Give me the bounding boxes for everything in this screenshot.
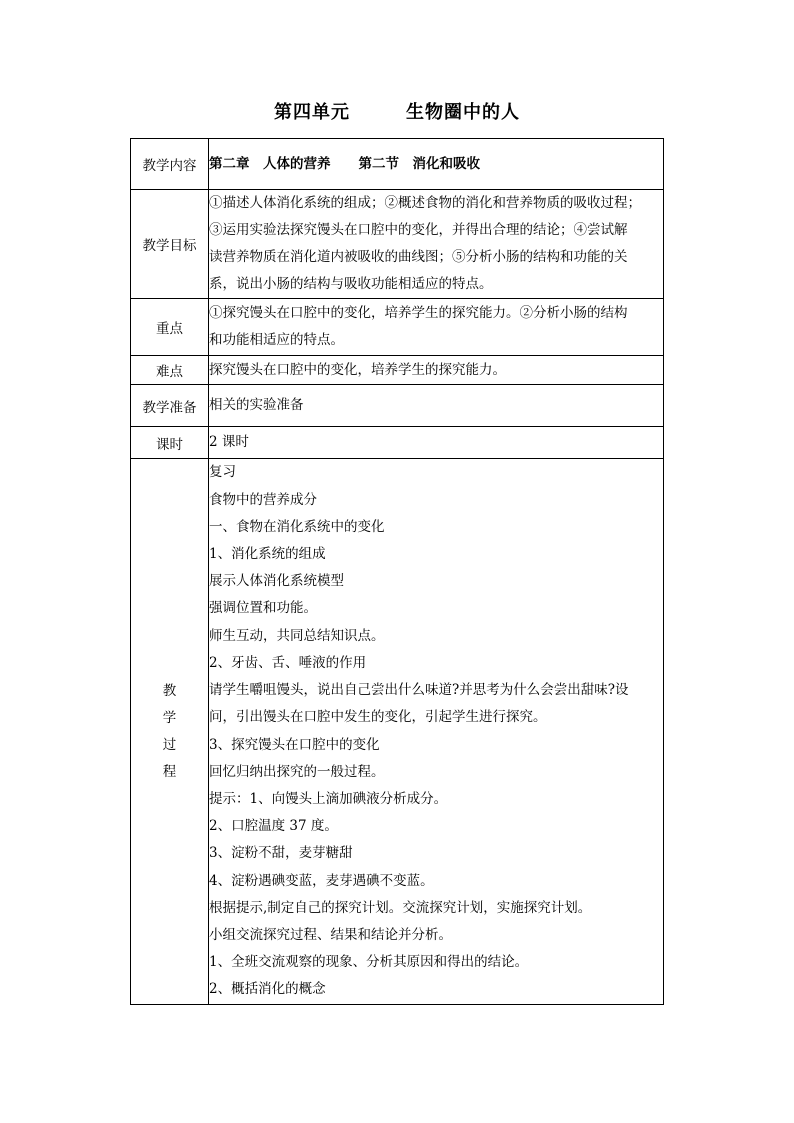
label-teaching-content: 教学内容 xyxy=(131,139,209,190)
process-label-char: 教 xyxy=(162,682,177,699)
key-points-line: 和功能相适应的特点。 xyxy=(209,332,344,348)
process-cell xyxy=(209,459,664,1005)
key-points-line: ①探究馒头在口腔中的变化，培养学生的探究能力。②分析小肠的结构 xyxy=(209,305,628,321)
process-line: 问，引出馒头在口腔中发生的变化，引起学生进行探究。 xyxy=(209,709,547,726)
process-line: 3、淀粉不甜，麦芽糖甜 xyxy=(209,845,353,862)
objectives-line: 系，说出小肠的结构与吸收功能相适应的特点。 xyxy=(209,276,493,292)
period-cell: 2 课时 xyxy=(209,427,664,459)
objectives-line: 读营养物质在消化道内被吸收的曲线图；⑤分析小肠的结构和功能的关 xyxy=(209,249,628,265)
process-line: 2、口腔温度 37 度。 xyxy=(209,818,338,835)
label-period: 课时 xyxy=(131,427,209,459)
row-process xyxy=(131,459,664,1005)
row-difficulties xyxy=(131,356,664,385)
process-line: 4、淀粉遇碘变蓝，麦芽遇碘不变蓝。 xyxy=(209,872,434,889)
objectives-line: ③运用实验法探究馒头在口腔中的变化，并得出合理的结论；④尝试解 xyxy=(209,222,628,238)
process-label-char: 程 xyxy=(162,763,177,780)
label-difficulties: 难点 xyxy=(131,356,209,385)
title-name: 生物圈中的人 xyxy=(406,102,520,123)
process-line: 一、食物在消化系统中的变化 xyxy=(209,518,385,535)
process-line: 食物中的营养成分 xyxy=(209,491,317,508)
process-line: 1、消化系统的组成 xyxy=(209,546,326,563)
chapter-title: 第二章 人体的营养 xyxy=(209,155,331,172)
label-key-points: 重点 xyxy=(131,299,209,356)
section-title: 第二节 消化和吸收 xyxy=(358,155,480,172)
process-line: 3、探究馒头在口腔中的变化 xyxy=(209,736,380,753)
chapter-section-cell xyxy=(209,139,664,190)
objectives-cell xyxy=(209,190,664,299)
process-line: 2、概括消化的概念 xyxy=(209,981,326,998)
difficulties-cell: 探究馒头在口腔中的变化，培养学生的探究能力。 xyxy=(209,356,664,385)
process-line: 强调位置和功能。 xyxy=(209,600,317,617)
process-line: 回忆归纳出探究的一般过程。 xyxy=(209,763,385,780)
objectives-line: ①描述人体消化系统的组成；②概述食物的消化和营养物质的吸收过程； xyxy=(209,195,641,211)
process-label-char: 学 xyxy=(162,709,177,726)
key-points-cell xyxy=(209,299,664,356)
row-teaching-content xyxy=(131,139,664,190)
preparation-cell: 相关的实验准备 xyxy=(209,385,664,427)
process-label-char: 过 xyxy=(162,736,177,753)
lesson-plan-table xyxy=(130,138,664,1005)
row-objectives xyxy=(131,190,664,299)
process-line: 展示人体消化系统模型 xyxy=(209,573,344,590)
row-key-points xyxy=(131,299,664,356)
process-line: 师生互动，共同总结知识点。 xyxy=(209,627,385,644)
process-line: 1、全班交流观察的现象、分析其原因和得出的结论。 xyxy=(209,954,529,971)
process-line: 请学生嚼咀馒头，说出自己尝出什么味道?并思考为什么会尝出甜味?设 xyxy=(209,682,629,699)
process-line: 复习 xyxy=(209,464,236,481)
process-line: 提示：1、向馒头上滴加碘液分析成分。 xyxy=(209,790,448,807)
label-preparation: 教学准备 xyxy=(131,385,209,427)
title-unit: 第四单元 xyxy=(274,102,350,123)
process-line: 根据提示,制定自己的探究计划。交流探究计划，实施探究计划。 xyxy=(209,899,592,916)
label-objectives: 教学目标 xyxy=(131,190,209,299)
process-line: 小组交流探究过程、结果和结论并分析。 xyxy=(209,926,452,943)
row-period xyxy=(131,427,664,459)
label-process xyxy=(131,459,209,1005)
process-line: 2、牙齿、舌、唾液的作用 xyxy=(209,654,367,671)
document-title xyxy=(0,98,794,124)
row-preparation xyxy=(131,385,664,427)
